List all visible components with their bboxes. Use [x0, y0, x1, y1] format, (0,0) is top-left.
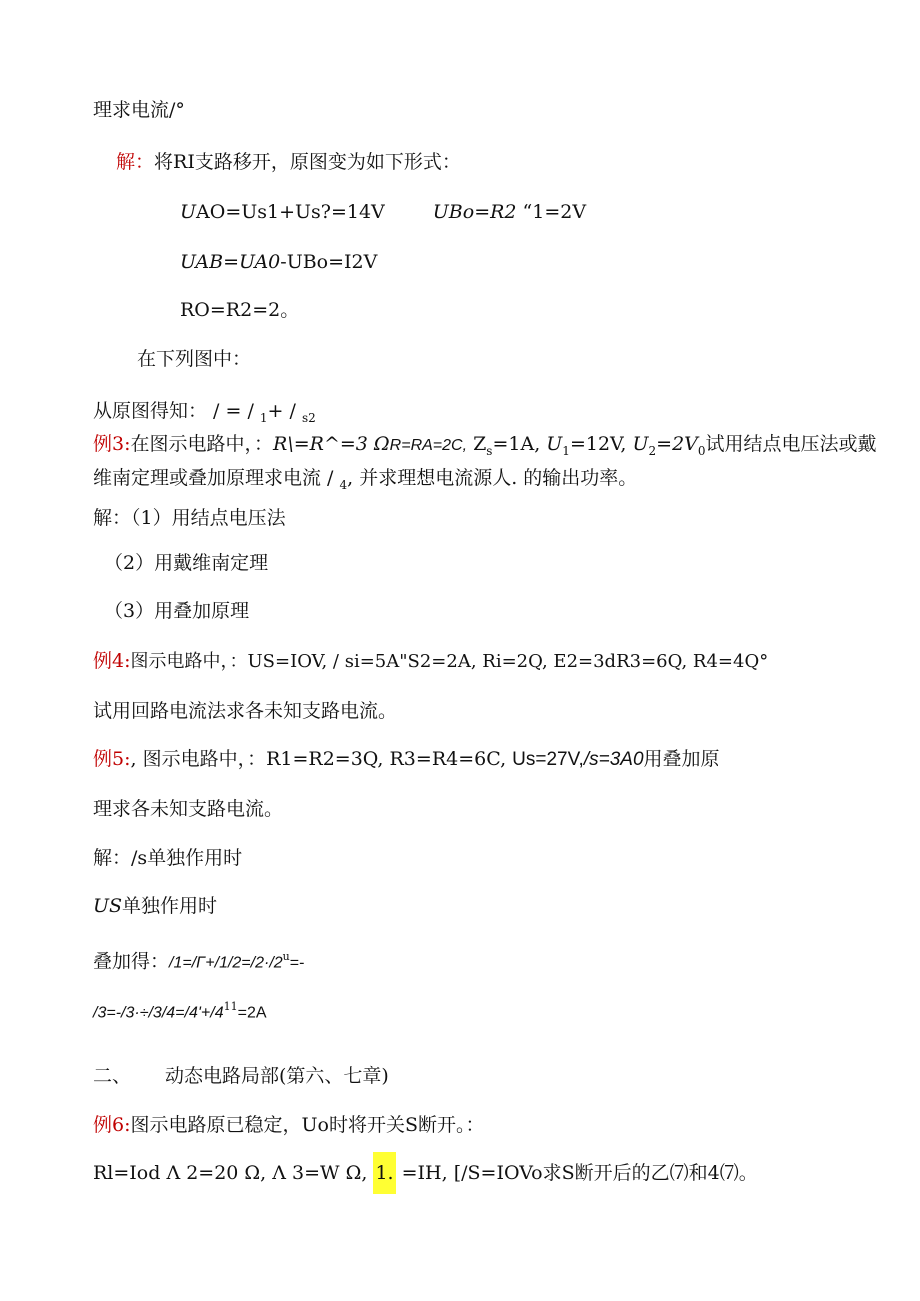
- line-19: [93, 944, 304, 976]
- text: 单独作用时: [122, 895, 218, 917]
- text: =-: [289, 954, 305, 972]
- section-number: 二、: [93, 1065, 132, 1087]
- text: UBo=R2: [432, 201, 517, 223]
- line-12: [104, 598, 249, 624]
- text: RO=R2=2。: [180, 299, 300, 321]
- line-22: [93, 1112, 484, 1138]
- text: U: [632, 433, 649, 455]
- highlighted-text: 1.: [373, 1152, 395, 1194]
- subscript: 1: [259, 410, 268, 425]
- text: 将RI支路移开，原图变为如下形式：: [154, 151, 461, 173]
- text: 理求各未知支路电流。: [93, 798, 284, 820]
- line-8: [93, 431, 877, 464]
- text: , 并求理想电流源人. 的输出功率。: [347, 467, 638, 489]
- text: 试用结点电压法或戴: [705, 433, 877, 455]
- text: 在下列图中：: [137, 348, 252, 370]
- line-5: [180, 297, 299, 323]
- text: 图示电路原已稳定，Uo时将开关S断开。：: [130, 1114, 485, 1136]
- text: 理求电流/°: [93, 99, 185, 121]
- text: /1=/Γ+/1/2=/2·/2: [169, 954, 283, 972]
- line-9: [93, 465, 637, 498]
- text: （2）用戴维南定理: [104, 552, 269, 574]
- text: =1A,: [492, 433, 547, 455]
- text: Z: [467, 433, 487, 455]
- line-3: [180, 199, 586, 225]
- line-6: [137, 346, 251, 372]
- line-20: [93, 994, 267, 1026]
- text: + /: [267, 400, 302, 422]
- subscript: 1: [562, 443, 570, 458]
- text: U: [180, 201, 197, 223]
- text: Us=27V,: [512, 749, 584, 770]
- text: 试用回路电流法求各未知支路电流。: [93, 700, 398, 722]
- text: 解：/s单独作用时: [93, 847, 243, 869]
- text: AO=Us1+Us?=14V: [196, 201, 385, 223]
- subscript: s2: [301, 410, 316, 425]
- text: US: [93, 895, 123, 917]
- text: U: [546, 433, 563, 455]
- example-label: 例6:: [93, 1114, 131, 1136]
- line-16: [93, 796, 283, 822]
- text: 从原图得知： / = /: [93, 400, 260, 422]
- text: =2V: [656, 433, 698, 455]
- section-heading: [93, 1063, 389, 1089]
- text: Rl=Iod Λ 2=20 Ω, Λ 3=W Ω,: [93, 1162, 374, 1184]
- text: 解：（1）用结点电压法: [93, 507, 286, 529]
- superscript: u: [282, 950, 290, 963]
- line-2: [116, 149, 461, 175]
- text: UAB=UA0: [180, 251, 281, 273]
- text: -UBo=I2V: [280, 251, 378, 273]
- text: 在图示电路中，：: [130, 433, 274, 455]
- superscript: 11: [223, 1000, 238, 1013]
- text: 维南定理或叠加原理求电流 /: [93, 467, 340, 489]
- line-4: [180, 249, 377, 275]
- subscript: 0: [697, 443, 706, 458]
- example-label: 例3:: [93, 433, 131, 455]
- line-13: [93, 648, 768, 675]
- section-title: 动态电路局部(第六、七章): [165, 1065, 389, 1087]
- text: /3=-/3·÷/3/4=/4'+/4: [93, 1004, 224, 1022]
- line-10: [93, 505, 286, 531]
- subscript: s: [486, 443, 493, 458]
- text: R\=R^=3 Ω: [273, 433, 390, 455]
- line-23: [93, 1160, 758, 1186]
- subscript: 4: [339, 477, 348, 492]
- line-7: [93, 398, 316, 431]
- example-label: 例5:: [93, 748, 131, 770]
- solution-label: 解：: [116, 151, 155, 173]
- line-14: [93, 698, 397, 724]
- line-11: [104, 550, 268, 576]
- text: , 图示电路中，：R1=R2=3Q, R3=R4=6C,: [130, 748, 513, 770]
- line-17: [93, 845, 242, 871]
- text: =2A: [237, 1004, 267, 1022]
- line-18: [93, 893, 217, 919]
- line-1: [93, 97, 185, 123]
- text: “1=2V: [516, 201, 587, 223]
- text: 用叠加原: [643, 748, 720, 770]
- text: 图示电路中，：US=IOV, / si=5A"S2=2A, Ri=2Q, E2=3dR3=6Q, R4=4Q°: [130, 651, 769, 672]
- text: R=RA=2C,: [389, 437, 468, 454]
- text: 叠加得：: [93, 950, 170, 973]
- example-label: 例4:: [93, 650, 131, 672]
- text: （3）用叠加原理: [104, 600, 250, 622]
- line-15: [93, 746, 720, 773]
- subscript: 2: [648, 443, 657, 458]
- text: =12V,: [569, 433, 633, 455]
- text: /s=3A0: [583, 749, 644, 770]
- text: =IH, [/S=IOVo求S断开后的乙⑺和4⑺。: [395, 1162, 758, 1184]
